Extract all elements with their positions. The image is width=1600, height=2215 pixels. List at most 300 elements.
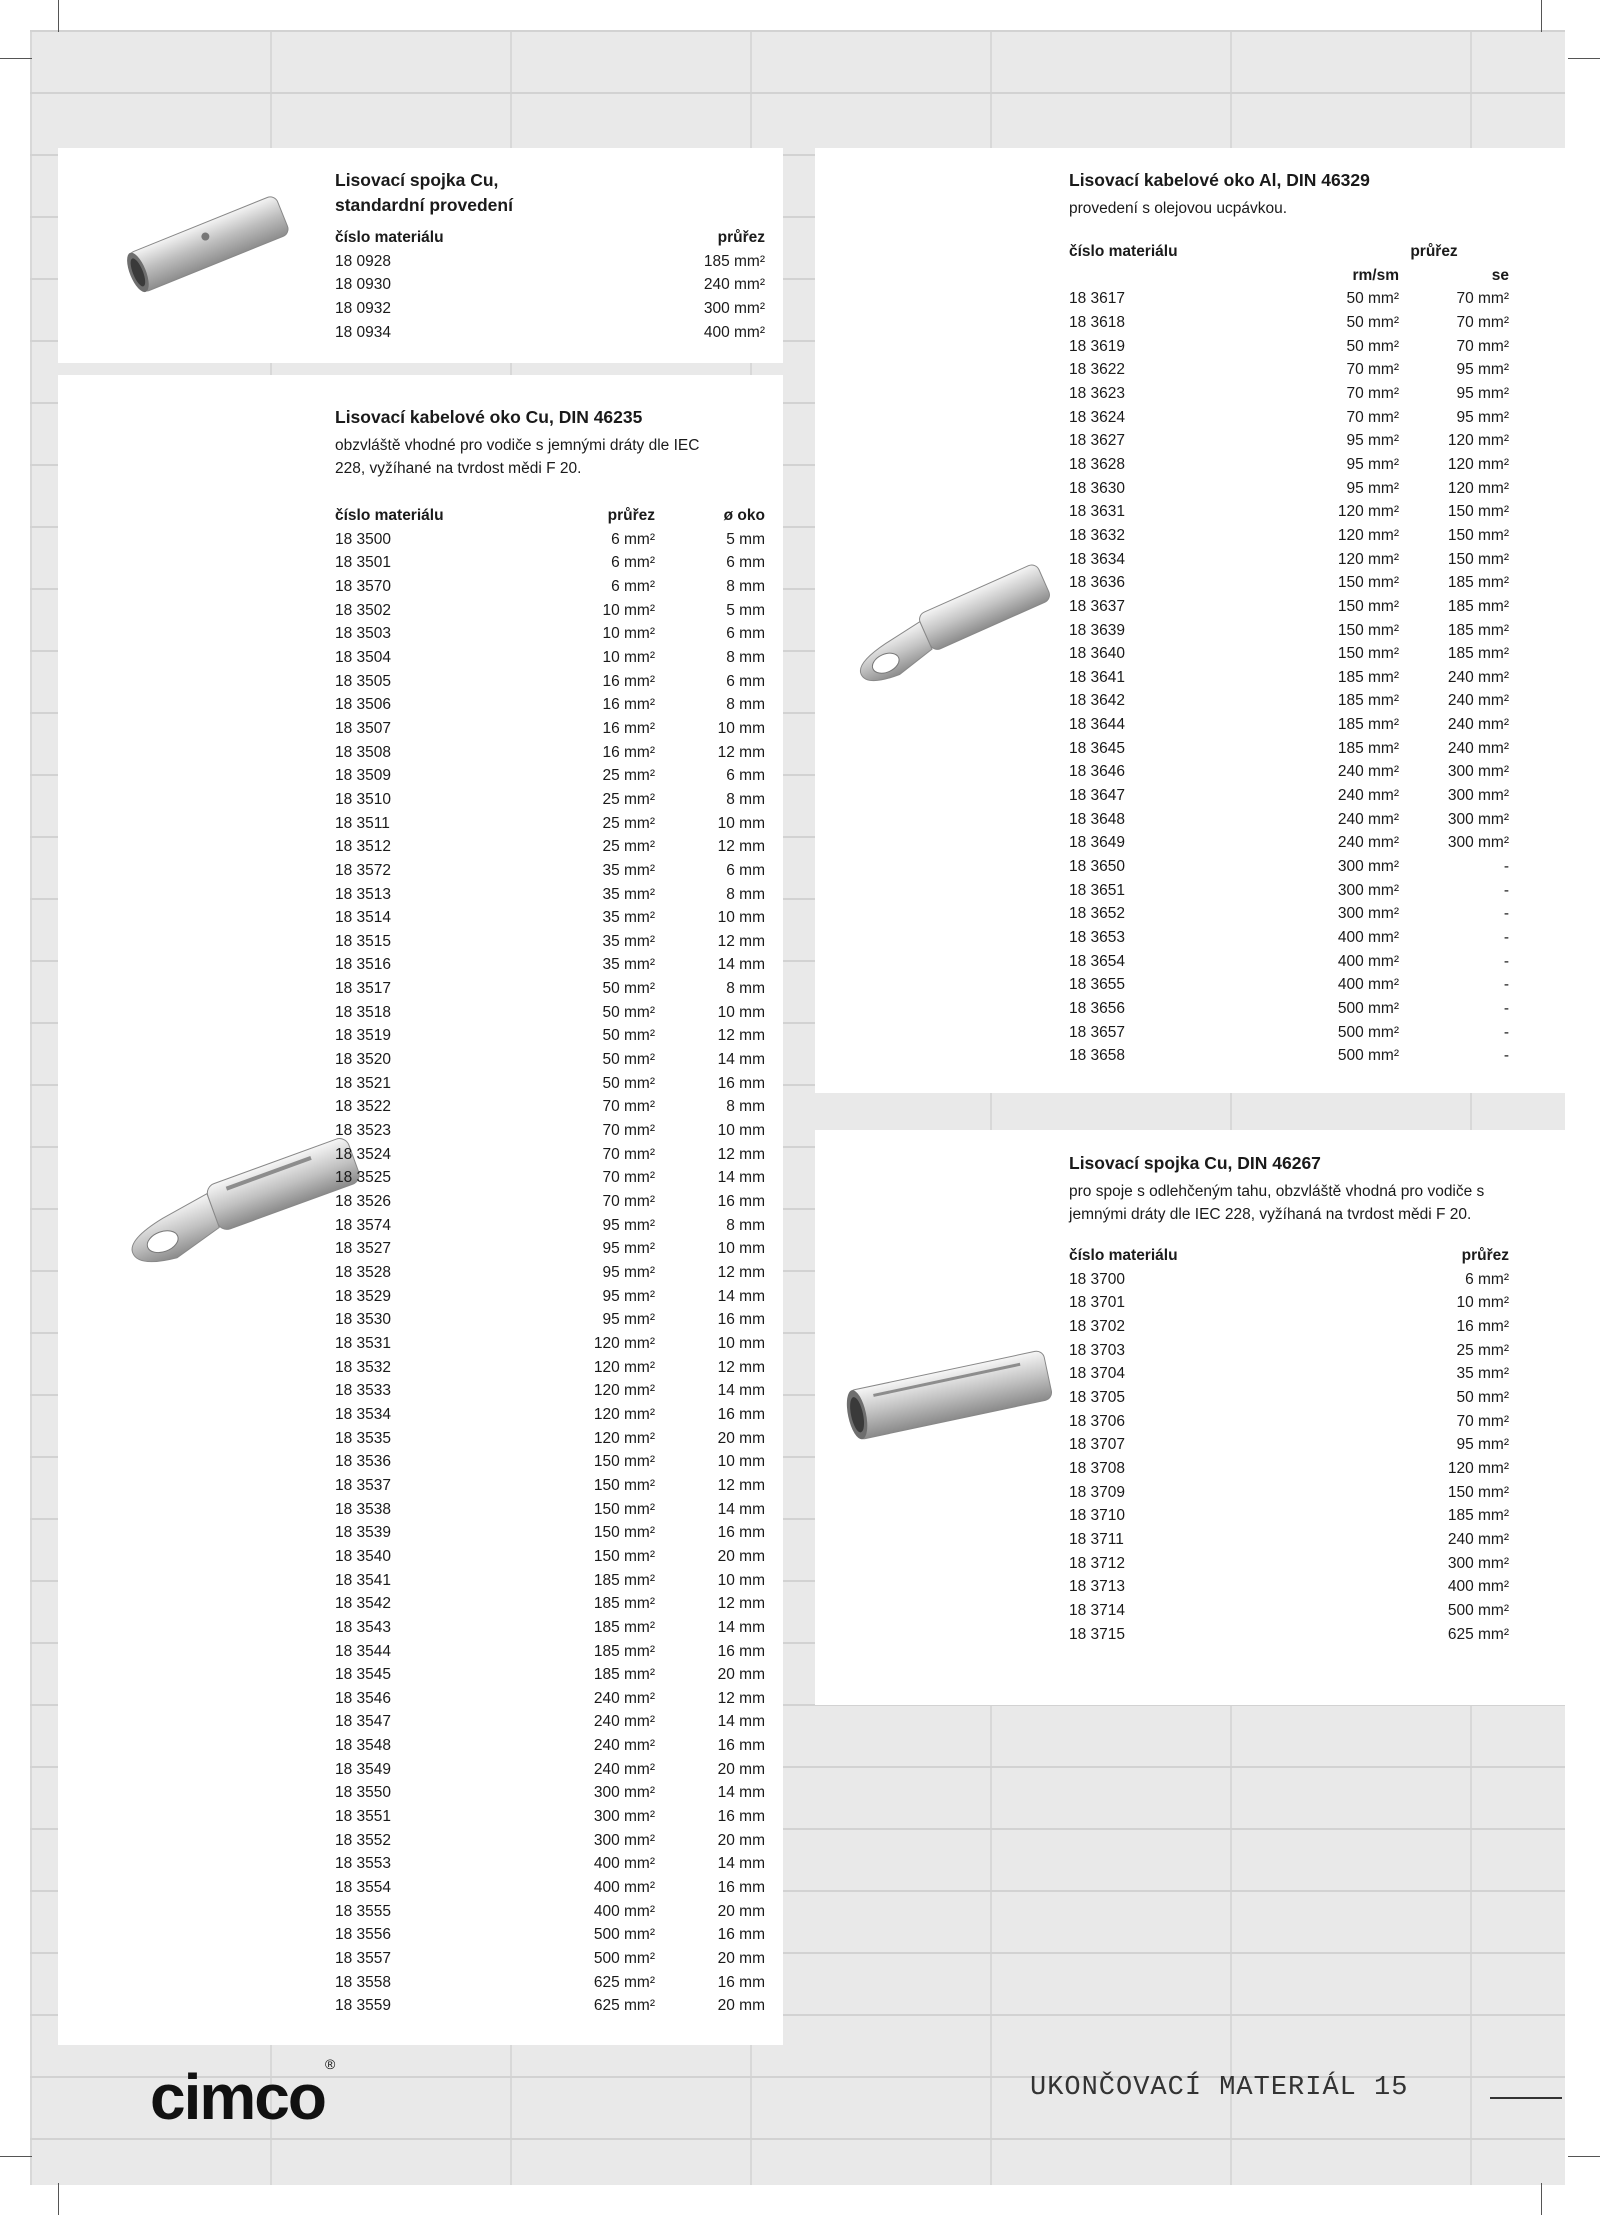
table-cell: 120 mm² <box>1447 479 1509 497</box>
table-cell: 16 mm² <box>602 743 655 761</box>
table-cell: 12 mm <box>717 1264 765 1281</box>
table-cell: 10 mm <box>717 814 765 832</box>
table-row <box>1069 1528 1509 1552</box>
table-cell: 625 mm² <box>1447 1625 1509 1643</box>
table-row <box>1069 1044 1509 1068</box>
section-title: Lisovací spojka Cu, standardní provedení <box>335 170 513 215</box>
table-cell: 18 3556 <box>335 1926 392 1944</box>
table-cell: 400 mm² <box>1337 976 1399 994</box>
table-row <box>335 717 765 741</box>
table-cell: 18 3535 <box>335 1429 392 1447</box>
table-cell: 185 mm² <box>1447 597 1509 615</box>
table-cell: 18 3521 <box>335 1074 392 1092</box>
table-row <box>1069 287 1509 311</box>
crop-mark <box>58 0 59 32</box>
table-cell: 95 mm² <box>1346 432 1399 450</box>
table-cell: 500 mm² <box>1337 1047 1399 1065</box>
table-cell: 18 3517 <box>335 980 392 998</box>
table-cell: 18 3554 <box>335 1879 392 1897</box>
table-cell: 50 mm² <box>1456 1388 1509 1406</box>
table-cell: 18 3512 <box>335 838 392 856</box>
table-cell: 18 3709 <box>1069 1483 1126 1501</box>
table-cell: 150 mm² <box>1447 526 1509 544</box>
table-row <box>1069 571 1509 595</box>
table-cell: 240 mm² <box>593 1737 655 1755</box>
table-cell: 18 3527 <box>335 1240 392 1258</box>
table-row <box>335 812 765 836</box>
table-cell: 8 mm <box>726 577 765 595</box>
table-row <box>1069 1021 1509 1045</box>
table-cell: 185 mm² <box>1337 668 1399 686</box>
table-cell: 95 mm² <box>602 1287 655 1305</box>
table-cell: 14 mm <box>717 1784 765 1802</box>
table-al-lug <box>1069 240 1509 1068</box>
table-cell: 10 mm <box>717 1240 765 1258</box>
table-row <box>1069 548 1509 572</box>
table-row <box>335 1379 765 1403</box>
table-cell: - <box>1503 929 1509 947</box>
table-cell: 18 3714 <box>1069 1601 1126 1619</box>
table-cell: 70 mm² <box>1456 290 1509 308</box>
table-cell: 12 mm <box>717 1595 765 1613</box>
table-cell: 300 mm² <box>593 1831 655 1849</box>
table-cell: 70 mm² <box>1456 337 1509 355</box>
table-cell: 18 3704 <box>1069 1365 1126 1383</box>
table-row <box>335 1781 765 1805</box>
table-cell: 240 mm² <box>1447 1530 1509 1548</box>
table-cell: 5 mm <box>726 530 765 548</box>
table-row <box>335 1971 765 1995</box>
table-cell: 150 mm² <box>1337 597 1399 615</box>
table-row <box>1069 500 1509 524</box>
table-cell: 18 3708 <box>1069 1459 1126 1477</box>
table-cell: 6 mm <box>726 625 765 643</box>
table-cell: 25 mm² <box>602 838 655 856</box>
table-cell: 95 mm² <box>602 1311 655 1329</box>
table-row <box>1069 1575 1509 1599</box>
table-row <box>1069 1362 1509 1386</box>
table-cell: 625 mm² <box>593 1997 655 2015</box>
table-cell: 18 3503 <box>335 625 392 643</box>
table-cell: 18 3641 <box>1069 668 1126 686</box>
table-cell: 12 mm <box>717 1476 765 1494</box>
table-row <box>1069 311 1509 335</box>
table-cell: - <box>1503 905 1509 923</box>
table-cell: 18 3501 <box>335 554 392 572</box>
table-row <box>1069 1504 1509 1528</box>
table-cell: 18 3705 <box>1069 1388 1126 1406</box>
table-row <box>1069 1457 1509 1481</box>
table-cell: 18 3549 <box>335 1760 392 1778</box>
table-cell: 18 3513 <box>335 885 392 903</box>
table-cell: 6 mm <box>726 861 765 879</box>
table-cell: 150 mm² <box>1447 550 1509 568</box>
column-header: průřez <box>1410 243 1458 260</box>
table-cell: 18 3504 <box>335 648 392 666</box>
table-cell: 16 mm <box>717 1973 765 1991</box>
table-row <box>335 1214 765 1238</box>
section-title: Lisovací kabelové oko Al, DIN 46329 <box>1069 170 1370 190</box>
table-row <box>335 1900 765 1924</box>
table-cell: 50 mm² <box>1346 313 1399 331</box>
connector-sleeve-photo <box>108 178 308 313</box>
table-cell: 95 mm² <box>602 1264 655 1281</box>
table-row <box>1069 666 1509 690</box>
section-panel-al-lug <box>815 148 1565 1093</box>
table-cell: 18 3523 <box>335 1122 392 1140</box>
table-row <box>335 599 765 623</box>
table-cell: 10 mm <box>717 1334 765 1352</box>
table-cell: 70 mm² <box>602 1169 655 1187</box>
table-row <box>335 1498 765 1522</box>
table-cell: 18 3574 <box>335 1216 392 1234</box>
table-cell: 8 mm <box>726 885 765 903</box>
table-cell: 10 mm <box>717 719 765 737</box>
table-cell: 14 mm <box>717 956 765 974</box>
table-row <box>1069 1268 1509 1292</box>
column-header: číslo materiálu <box>1069 1247 1178 1264</box>
table-cell: 240 mm² <box>593 1689 655 1707</box>
table-cell: 18 3530 <box>335 1311 392 1329</box>
table-cell: 6 mm² <box>611 554 655 572</box>
table-cell: 18 3531 <box>335 1334 392 1352</box>
table-cell: 150 mm² <box>1447 503 1509 521</box>
table-cell: 18 3640 <box>1069 645 1126 663</box>
table-cell: 8 mm <box>726 648 765 666</box>
table-row <box>1069 1410 1509 1434</box>
table-row <box>335 1166 765 1190</box>
table-cell: 18 3559 <box>335 1997 392 2015</box>
footer-rule <box>1490 2097 1562 2099</box>
table-row <box>1069 1552 1509 1576</box>
table-cell: 10 mm <box>717 1003 765 1021</box>
table-cell: 16 mm <box>717 1405 765 1423</box>
table-row <box>1069 429 1509 453</box>
table-row <box>1069 902 1509 926</box>
table-cell: 70 mm² <box>602 1145 655 1163</box>
table-row <box>335 297 765 321</box>
table-row <box>1069 1481 1509 1505</box>
table-cell: 50 mm² <box>602 1003 655 1021</box>
table-cell: 400 mm² <box>593 1902 655 1920</box>
table-cell: 300 mm² <box>1447 787 1509 805</box>
table-cell: 185 mm² <box>1447 621 1509 639</box>
table-cell: 10 mm² <box>602 601 655 619</box>
table-cell: 95 mm² <box>1346 455 1399 473</box>
table-cell: 6 mm² <box>611 530 655 548</box>
table-cell: 18 3636 <box>1069 574 1126 592</box>
table-cell: 10 mm² <box>602 625 655 643</box>
table-row <box>335 575 765 599</box>
table-connector <box>335 226 765 344</box>
table-row <box>335 1569 765 1593</box>
column-header: ø oko <box>723 507 765 524</box>
table-cell: - <box>1503 976 1509 994</box>
table-row <box>335 1190 765 1214</box>
table-cell: 16 mm² <box>1456 1317 1509 1335</box>
table-row <box>1069 808 1509 832</box>
table-row <box>335 1427 765 1451</box>
table-cell: - <box>1503 858 1509 876</box>
column-subheader: se <box>1491 266 1509 284</box>
table-cell: 70 mm² <box>1346 408 1399 426</box>
column-header: průřez <box>717 229 765 246</box>
table-cell: 18 3713 <box>1069 1578 1126 1596</box>
column-header: průřez <box>1461 1247 1509 1264</box>
table-row <box>1069 524 1509 548</box>
table-cell: 50 mm² <box>602 980 655 998</box>
table-cell: 120 mm² <box>1447 1459 1509 1477</box>
table-row <box>335 906 765 930</box>
table-cell: 18 3540 <box>335 1547 392 1565</box>
table-cell: 240 mm² <box>1447 739 1509 757</box>
table-row <box>1069 713 1509 737</box>
crop-mark <box>1568 2156 1600 2157</box>
table-cell: 20 mm <box>717 1760 765 1778</box>
table-cell: 95 mm² <box>1456 384 1509 402</box>
table-cell: 18 3516 <box>335 956 392 974</box>
table-cell: 12 mm <box>717 1027 765 1045</box>
table-cell: 25 mm² <box>602 790 655 808</box>
table-cell: 18 3533 <box>335 1382 392 1400</box>
table-row <box>335 1710 765 1734</box>
table-row <box>335 1143 765 1167</box>
logo-text: cimco <box>150 2061 325 2133</box>
table-cell: 8 mm <box>726 696 765 714</box>
table-cell: 18 3507 <box>335 719 392 737</box>
table-row <box>335 1994 765 2018</box>
table-cell: 300 mm² <box>1337 881 1399 899</box>
table-row <box>335 1024 765 1048</box>
table-cell: 18 3652 <box>1069 905 1126 923</box>
table-cell: 18 3539 <box>335 1524 392 1542</box>
table-row <box>335 1237 765 1261</box>
table-cell: 500 mm² <box>1337 1023 1399 1041</box>
table-cell: 150 mm² <box>1337 621 1399 639</box>
table-row <box>335 1758 765 1782</box>
table-row <box>1069 926 1509 950</box>
table-row <box>1069 406 1509 430</box>
table-cell: 240 mm² <box>1447 716 1509 734</box>
table-cell: 18 3536 <box>335 1453 392 1471</box>
table-cell: 18 3514 <box>335 909 392 927</box>
table-cell: 18 3655 <box>1069 976 1126 994</box>
section-panel-connector <box>58 148 783 363</box>
table-row <box>335 859 765 883</box>
table-cell: 400 mm² <box>593 1855 655 1873</box>
table-cell: 14 mm <box>717 1618 765 1636</box>
table-cell: 150 mm² <box>593 1453 655 1471</box>
table-cell: 20 mm <box>717 1429 765 1447</box>
table-cell: 12 mm <box>717 1358 765 1376</box>
table-cell: 8 mm <box>726 790 765 808</box>
table-cell: 20 mm <box>717 1950 765 1968</box>
table-row <box>335 1663 765 1687</box>
table-cell: 18 3543 <box>335 1618 392 1636</box>
table-cell: 18 3707 <box>1069 1436 1126 1454</box>
table-cell: 16 mm² <box>602 672 655 690</box>
table-cell: 18 3622 <box>1069 361 1126 379</box>
table-cell: 10 mm² <box>1456 1294 1509 1312</box>
section-description: obzvláště vhodné pro vodiče s jemnými dráty dle IEC 228, vyžíhané na tvrdost mědi F 20. <box>335 437 700 477</box>
table-cell: 500 mm² <box>593 1950 655 1968</box>
table-cell: 18 3542 <box>335 1595 392 1613</box>
page-footer-label: UKONČOVACÍ MATERIÁL 15 <box>1030 2073 1409 2103</box>
table-cell: 16 mm² <box>602 719 655 737</box>
table-cell: 6 mm <box>726 554 765 572</box>
table-cell: 120 mm² <box>1337 503 1399 521</box>
table-cell: 18 3702 <box>1069 1317 1126 1335</box>
table-cell: 18 3550 <box>335 1784 392 1802</box>
table-cell: 120 mm² <box>1337 526 1399 544</box>
table-cell: 500 mm² <box>1447 1601 1509 1619</box>
table-cell: 18 3557 <box>335 1950 392 1968</box>
table-cell: 240 mm² <box>1447 692 1509 710</box>
table-cell: 18 3648 <box>1069 810 1126 828</box>
table-row <box>1069 760 1509 784</box>
table-row <box>335 250 765 274</box>
table-cell: 18 3537 <box>335 1476 392 1494</box>
table-cell: 16 mm² <box>602 696 655 714</box>
table-row <box>335 1829 765 1853</box>
table-row <box>1069 382 1509 406</box>
table-cell: 18 3551 <box>335 1808 392 1826</box>
table-cell: 50 mm² <box>602 1074 655 1092</box>
table-cell: 14 mm <box>717 1051 765 1069</box>
table-row <box>1069 1599 1509 1623</box>
table-row <box>335 1072 765 1096</box>
table-row <box>1069 477 1509 501</box>
table-cell: 8 mm <box>726 980 765 998</box>
table-row <box>335 1474 765 1498</box>
table-cell: 18 3658 <box>1069 1047 1126 1065</box>
table-cell: 95 mm² <box>1346 479 1399 497</box>
table-cell: 18 3572 <box>335 861 392 879</box>
table-cell: 12 mm <box>717 1145 765 1163</box>
table-cell: 18 3651 <box>1069 881 1126 899</box>
table-cell: 185 mm² <box>1337 739 1399 757</box>
table-row <box>335 1356 765 1380</box>
table-row <box>335 1616 765 1640</box>
table-cell: 16 mm <box>717 1524 765 1542</box>
table-cell: 25 mm² <box>602 814 655 832</box>
table-row <box>1069 784 1509 808</box>
table-row <box>1069 642 1509 666</box>
table-cell: 14 mm <box>717 1500 765 1518</box>
table-cell: 18 3656 <box>1069 1000 1126 1017</box>
table-cell: 35 mm² <box>1456 1365 1509 1383</box>
table-cell: 18 3700 <box>1069 1270 1126 1288</box>
section-panel-cu-lug <box>58 375 783 2045</box>
table-cell: 240 mm² <box>593 1713 655 1731</box>
table-cell: 10 mm <box>717 909 765 927</box>
table-row <box>1069 335 1509 359</box>
table-cell: 18 3642 <box>1069 692 1126 710</box>
cimco-logo <box>150 2055 334 2134</box>
table-cell: 625 mm² <box>593 1973 655 1991</box>
table-cell: 14 mm <box>717 1287 765 1305</box>
table-cell: 150 mm² <box>593 1500 655 1518</box>
table-cell: 14 mm <box>717 1382 765 1400</box>
table-cell: 300 mm² <box>1447 1554 1509 1572</box>
table-cell: 300 mm² <box>1447 834 1509 852</box>
table-cell: 18 3528 <box>335 1264 392 1281</box>
table-row <box>335 273 765 297</box>
table-cell: 300 mm² <box>703 299 765 317</box>
table-cell: - <box>1503 1023 1509 1041</box>
table-cell: 18 3634 <box>1069 550 1126 568</box>
table-cell: 400 mm² <box>593 1879 655 1897</box>
table-cell: 10 mm <box>717 1453 765 1471</box>
table-cell: 70 mm² <box>1346 384 1399 402</box>
table-row <box>1069 973 1509 997</box>
table-cell: 18 3534 <box>335 1405 392 1423</box>
column-header: číslo materiálu <box>335 229 444 246</box>
table-row <box>335 670 765 694</box>
table-cell: 18 3632 <box>1069 526 1126 544</box>
crop-mark <box>1568 58 1600 59</box>
table-row <box>335 953 765 977</box>
table-cell: 150 mm² <box>1337 574 1399 592</box>
table-cell: 18 3558 <box>335 1973 392 1991</box>
table-cell: 18 3510 <box>335 790 392 808</box>
table-cell: 14 mm <box>717 1855 765 1873</box>
section-description: pro spoje s odlehčeným tahu, obzvláště vhodná pro vodiče s jemnými dráty dle IEC 228, vyžíhaná na tvrdost mědi F 20. <box>1069 1183 1485 1223</box>
crop-mark <box>0 2156 32 2157</box>
table-row <box>1069 950 1509 974</box>
table-cell: 18 3529 <box>335 1287 392 1305</box>
table-row <box>1069 1623 1509 1647</box>
section-panel-din-46267 <box>815 1130 1565 1705</box>
table-cell: 18 3502 <box>335 601 392 619</box>
table-cell: 400 mm² <box>1447 1578 1509 1596</box>
table-cell: 18 3547 <box>335 1713 392 1731</box>
table-row <box>335 1285 765 1309</box>
table-row <box>1069 1386 1509 1410</box>
table-row <box>335 1308 765 1332</box>
table-cell: 95 mm² <box>602 1216 655 1234</box>
table-row <box>335 1734 765 1758</box>
table-cell: 18 3618 <box>1069 313 1126 331</box>
table-cell: 185 mm² <box>1447 1507 1509 1525</box>
table-row <box>1069 997 1509 1021</box>
section-title: Lisovací spojka Cu, DIN 46267 <box>1069 1153 1321 1173</box>
table-cell: 18 3653 <box>1069 929 1126 947</box>
table-cell: 35 mm² <box>602 885 655 903</box>
table-cell: 50 mm² <box>602 1027 655 1045</box>
crop-mark <box>0 58 32 59</box>
table-cell: 16 mm <box>717 1879 765 1897</box>
table-cell: 35 mm² <box>602 956 655 974</box>
table-cell: 70 mm² <box>1456 313 1509 331</box>
table-cell: 18 3541 <box>335 1571 392 1589</box>
table-cell: 14 mm <box>717 1713 765 1731</box>
table-row <box>335 835 765 859</box>
table-cell: 185 mm² <box>593 1618 655 1636</box>
table-cell: 10 mm <box>717 1122 765 1140</box>
table-row <box>335 741 765 765</box>
table-row <box>335 646 765 670</box>
table-row <box>335 528 765 552</box>
table-row <box>335 1545 765 1569</box>
table-cell: 300 mm² <box>593 1784 655 1802</box>
table-row <box>335 1592 765 1616</box>
table-row <box>335 1687 765 1711</box>
table-cell: 25 mm² <box>602 767 655 785</box>
table-row <box>335 1947 765 1971</box>
table-cell: 500 mm² <box>593 1926 655 1944</box>
table-cell: 18 3553 <box>335 1855 392 1873</box>
